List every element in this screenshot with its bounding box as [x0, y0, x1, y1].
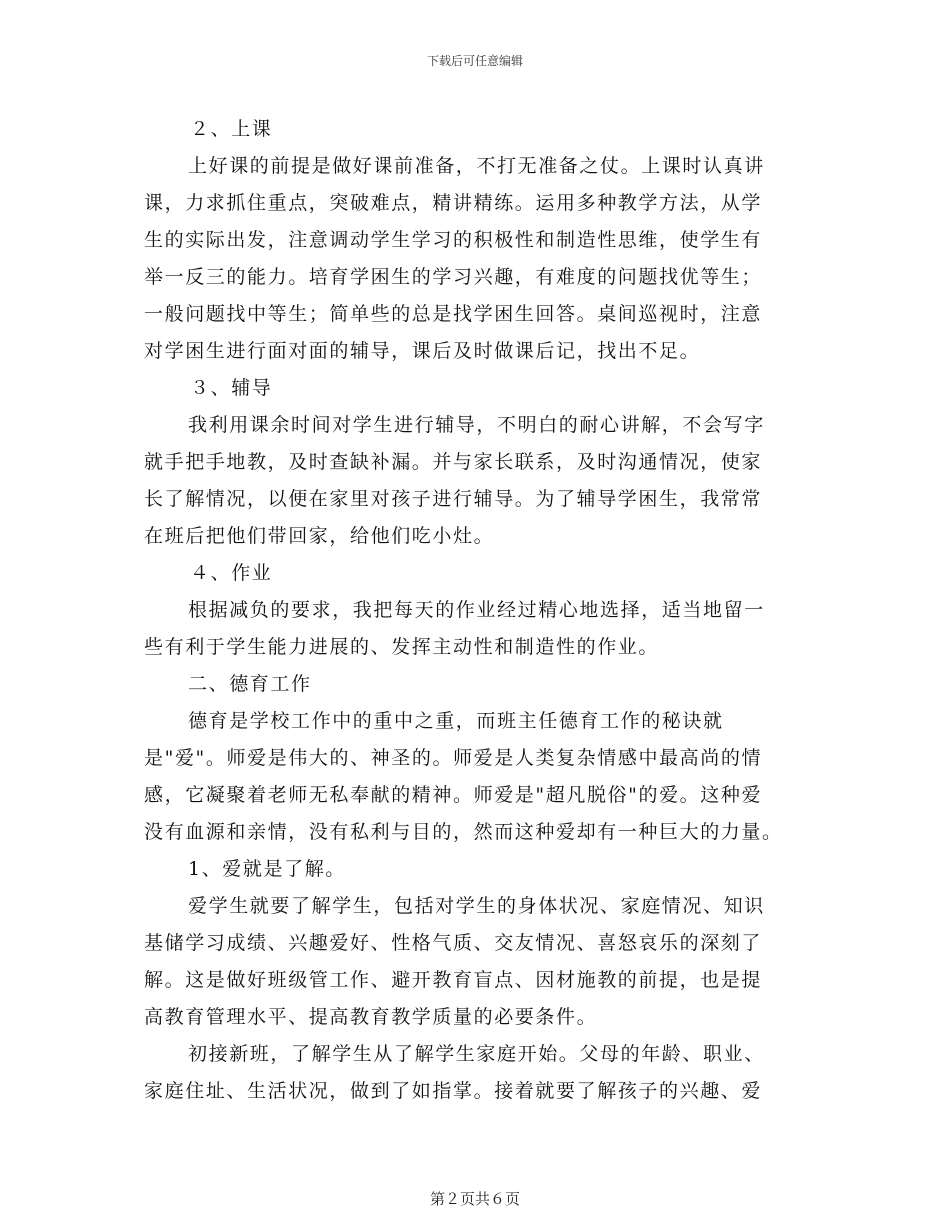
paragraph-line: 解。这是做好班级管工作、避开教育盲点、因材施教的前提，也是提 [144, 969, 763, 991]
paragraph-line: 生的实际出发，注意调动学生学习的积极性和制造性思维，使学生有 [144, 229, 763, 251]
section-heading-moral-education: 二、德育工作 [188, 673, 312, 695]
paragraph-line: 课，力求抓住重点，突破难点，精讲精练。运用多种教学方法，从学 [144, 192, 763, 214]
paragraph-line: 一般问题找中等生；简单些的总是找学困生回答。桌间巡视时，注意 [144, 303, 763, 325]
paragraph-line: 德育是学校工作中的重中之重，而班主任德育工作的秘诀就 [188, 710, 724, 732]
section-heading-tutoring: ３、辅导 [190, 377, 273, 399]
paragraph-line: 在班后把他们带回家，给他们吃小灶。 [144, 525, 495, 547]
paragraph-line: 上好课的前提是做好课前准备，不打无准备之仗。上课时认真讲 [188, 155, 765, 177]
subsection-heading-love-is-understanding: 1、爱就是了解。 [188, 858, 346, 880]
paragraph-line: 高教育管理水平、提高教育教学质量的必要条件。 [144, 1006, 598, 1028]
paragraph-line: 就手把手地教，及时查缺补漏。并与家长联系，及时沟通情况，使家 [144, 451, 763, 473]
paragraph-line: 基储学习成绩、兴趣爱好、性格气质、交友情况、喜怒哀乐的深刻了 [144, 932, 763, 954]
paragraph-line: 我利用课余时间对学生进行辅导，不明白的耐心讲解，不会写字 [188, 414, 765, 436]
paragraph-line: 些有利于学生能力进展的、发挥主动性和制造性的作业。 [144, 636, 660, 658]
paragraph-line: 举一反三的能力。培育学困生的学习兴趣，有难度的问题找优等生； [144, 266, 763, 288]
paragraph-line: 没有血源和亲情，没有私利与目的，然而这种爱却有一种巨大的力量。 [144, 821, 783, 843]
section-heading-homework: ４、作业 [190, 562, 273, 584]
paragraph-line: 长了解情况，以便在家里对孩子进行辅导。为了辅导学困生，我常常 [144, 488, 763, 510]
paragraph-line: 感，它凝聚着老师无私奉献的精神。师爱是"超凡脱俗"的爱。这种爱 [144, 784, 763, 806]
paragraph-line: 是"爱"。师爱是伟大的、神圣的。师爱是人类复杂情感中最高尚的情 [144, 747, 763, 769]
paragraph-line: 对学困生进行面对面的辅导，课后及时做课后记，找出不足。 [144, 340, 701, 362]
section-heading-class: ２、上课 [190, 118, 273, 140]
paragraph-line: 爱学生就要了解学生，包括对学生的身体状况、家庭情况、知识 [188, 895, 765, 917]
paragraph-line: 根据减负的要求，我把每天的作业经过精心地选择，适当地留一 [188, 599, 765, 621]
paragraph-line: 家庭住址、生活状况，做到了如指掌。接着就要了解孩子的兴趣、爱 [144, 1080, 763, 1102]
paragraph-line: 初接新班，了解学生从了解学生家庭开始。父母的年龄、职业、 [188, 1043, 765, 1065]
page-header: 下载后可任意编辑 [426, 54, 523, 68]
page-number: 第２页共６页 [429, 1190, 520, 1208]
document-body [144, 111, 804, 1110]
